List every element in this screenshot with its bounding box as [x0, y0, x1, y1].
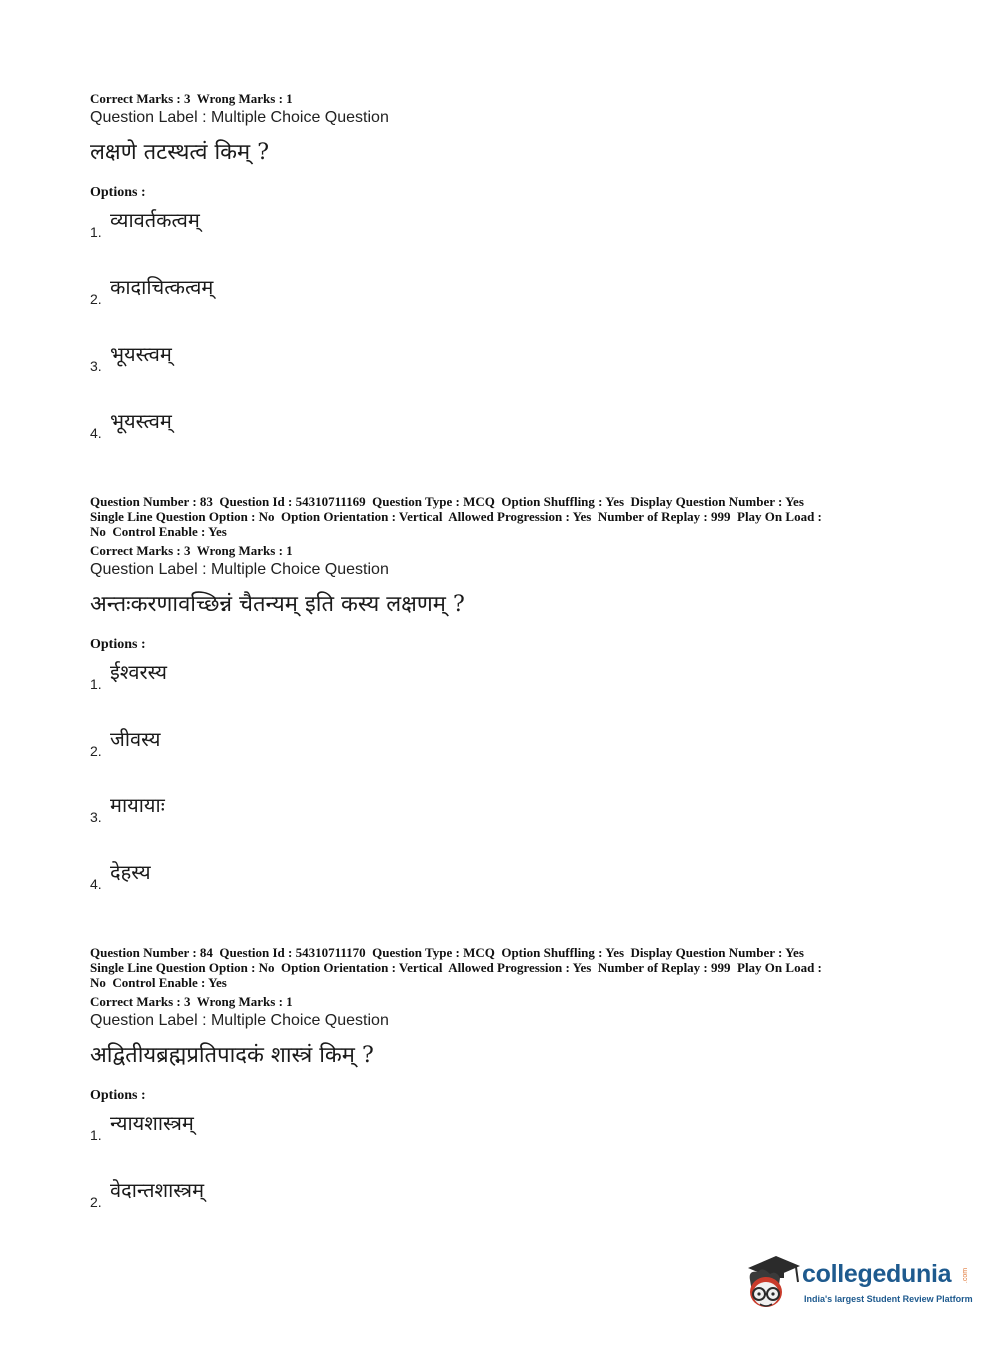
option-text: न्यायशास्त्रम् [110, 1111, 194, 1135]
options-list [90, 1105, 920, 1225]
option-number: 2. [90, 1194, 102, 1210]
option-text: वेदान्तशास्त्रम् [110, 1178, 205, 1202]
option-text: व्यावर्तकत्वम् [110, 208, 200, 232]
collegedunia-logo [742, 1252, 972, 1316]
logo-tagline: India's largest Student Review Platform [804, 1294, 973, 1304]
option-text: भूयस्त्वम् [110, 342, 172, 366]
question-83 [90, 494, 920, 914]
option-number: 2. [90, 743, 102, 759]
option-number: 2. [90, 291, 102, 307]
logo-dotcom: .com [962, 1267, 970, 1284]
option-number: 3. [90, 358, 102, 374]
question-meta: Question Number : 83 Question Id : 54310711169 Question Type : MCQ Option Shuffling : Yes Display Question Number : Yes Single Line Question Option : No Option Orientation : Vertical Allowed Progression : Yes Number of Replay : 999 Play On Load : No Control Enable : Yes [90, 494, 822, 539]
option-text: देहस्य [110, 860, 151, 884]
marks-line: Correct Marks : 3 Wrong Marks : 1 [90, 994, 293, 1009]
question-text: अन्तःकरणावच्छिन्नं चैतन्यम् इति कस्य लक्षणम् ? [90, 592, 465, 617]
option-text: मायायाः [110, 793, 165, 817]
option-text: कादाचित्कत्वम् [110, 275, 214, 299]
question-label: Question Label : Multiple Choice Question [90, 561, 389, 578]
option-number: 1. [90, 676, 102, 692]
marks-line: Correct Marks : 3 Wrong Marks : 1 [90, 543, 293, 558]
options-list [90, 202, 920, 462]
logo-wordmark: collegedunia [802, 1260, 952, 1288]
question-84 [90, 945, 920, 1225]
option-number: 4. [90, 425, 102, 441]
options-heading: Options : [90, 185, 146, 200]
option-number: 3. [90, 809, 102, 825]
option-text: भूयस्त्वम् [110, 409, 172, 433]
option-number: 1. [90, 224, 102, 240]
option-text: जीवस्य [110, 727, 161, 751]
question-82 [90, 91, 920, 462]
marks-line: Correct Marks : 3 Wrong Marks : 1 [90, 91, 293, 106]
options-list [90, 654, 920, 914]
option-number: 1. [90, 1127, 102, 1143]
option-number: 4. [90, 876, 102, 892]
options-heading: Options : [90, 1088, 146, 1103]
question-meta: Question Number : 84 Question Id : 54310711170 Question Type : MCQ Option Shuffling : Yes Display Question Number : Yes Single Line Question Option : No Option Orientation : Vertical Allowed Progression : Yes Number of Replay : 999 Play On Load : No Control Enable : Yes [90, 945, 822, 990]
option-text: ईश्वरस्य [110, 660, 167, 684]
question-text: लक्षणे तटस्थत्वं किम् ? [90, 140, 269, 165]
question-text: अद्वितीयब्रह्मप्रतिपादकं शास्त्रं किम् ? [90, 1043, 374, 1068]
question-label: Question Label : Multiple Choice Question [90, 1012, 389, 1029]
question-label: Question Label : Multiple Choice Question [90, 109, 389, 126]
mascot-graduation-cap-icon [742, 1252, 800, 1312]
options-heading: Options : [90, 637, 146, 652]
